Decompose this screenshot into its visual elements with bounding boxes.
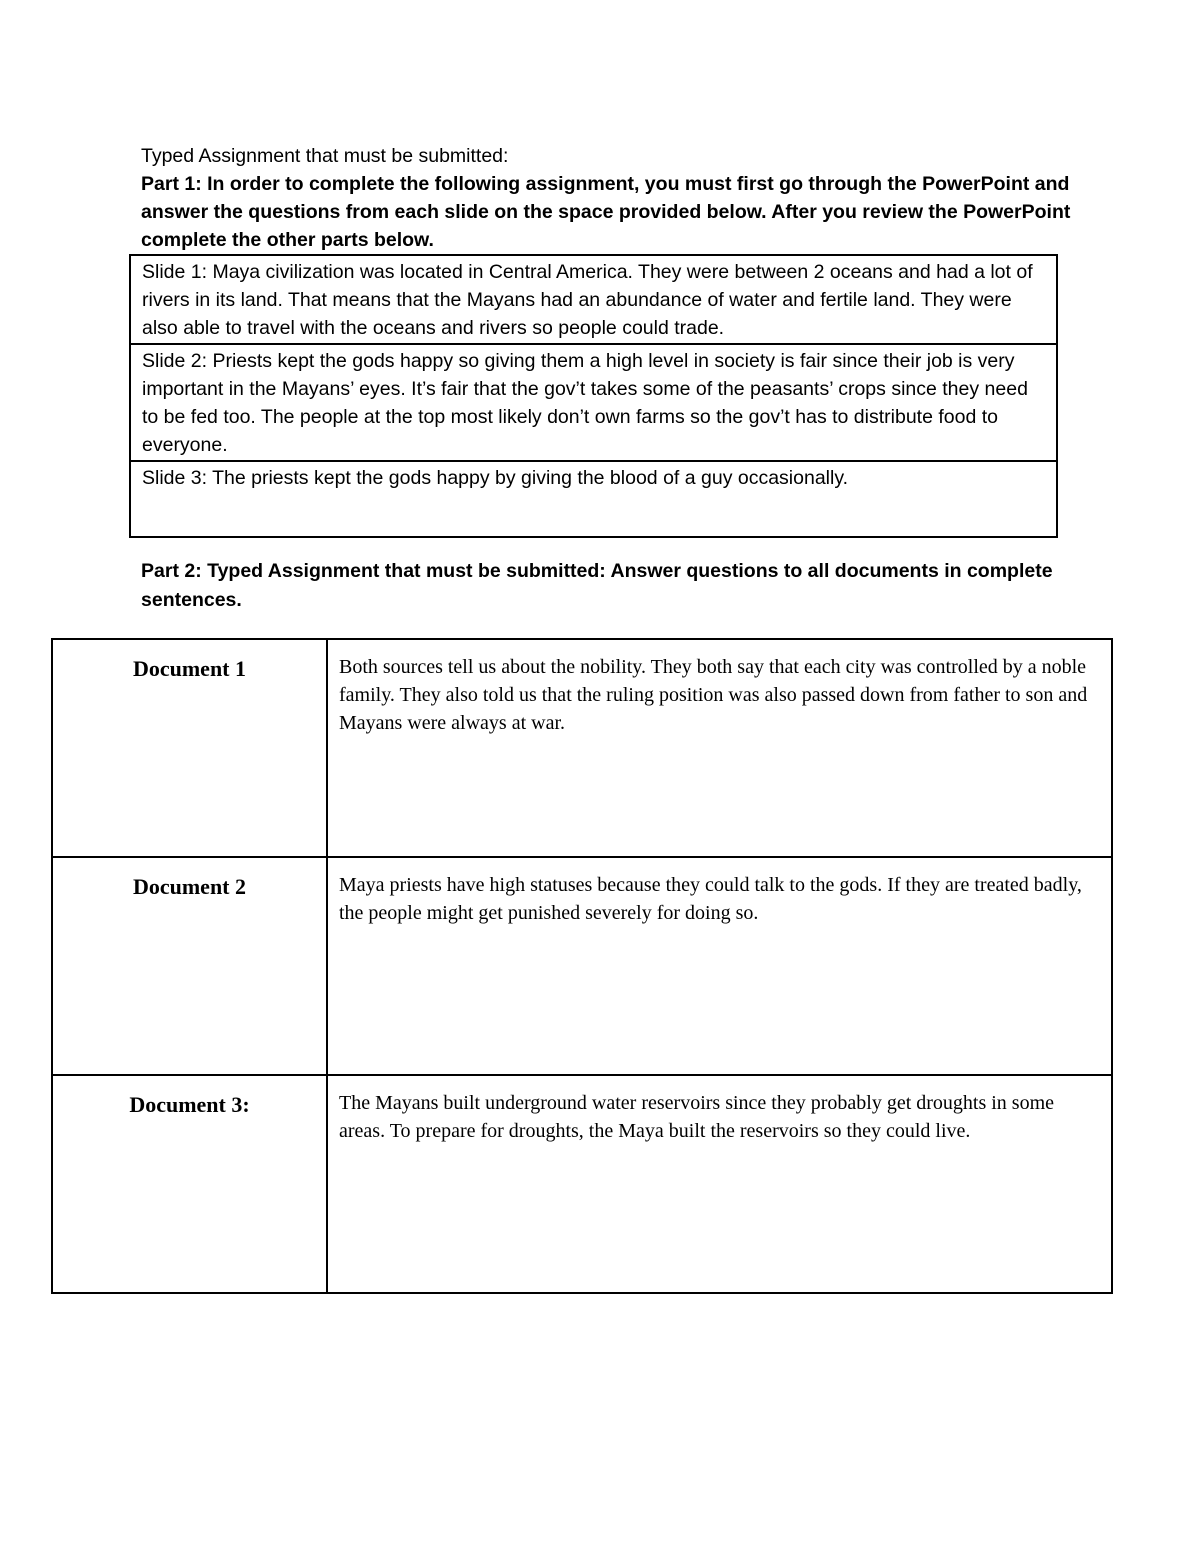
document-2-answer: Maya priests have high statuses because they could talk to the gods. If they are treated badly, the people might get punished severely for doing so. (327, 857, 1112, 1075)
document-1-label: Document 1 (52, 639, 327, 857)
table-row (52, 857, 1112, 1075)
part2-instructions: Part 2: Typed Assignment that must be submitted: Answer questions to all documents in complete sentences. (141, 560, 1053, 611)
slide-2-answer: Slide 2: Priests kept the gods happy so giving them a high level in society is fair since their job is very important in the Mayans’ eyes. It’s fair that the gov’t takes some of the peasants’ crops since they need to be fed too. The people at the top most likely don’t own farms so the gov’t has to distribute food to everyone. (131, 345, 1056, 462)
document-2-label: Document 2 (52, 857, 327, 1075)
document-3-answer: The Mayans built underground water reservoirs since they probably get droughts in some areas. To prepare for droughts, the Maya built the reservoirs so they could live. (327, 1075, 1112, 1293)
slides-answer-table (129, 254, 1058, 538)
table-row (52, 1075, 1112, 1293)
document-1-answer: Both sources tell us about the nobility. They both say that each city was controlled by a noble family. They also told us that the ruling position was also passed down from father to son and Mayans were always at war. (327, 639, 1112, 857)
table-row (52, 639, 1112, 857)
documents-table (51, 638, 1113, 1294)
assignment-heading: Typed Assignment that must be submitted: (141, 145, 509, 167)
part1-instructions: Part 1: In order to complete the following assignment, you must first go through the PowerPoint and answer the questions from each slide on the space provided below. After you review the PowerPoint complete the other parts below. (141, 173, 1071, 251)
document-3-label: Document 3: (52, 1075, 327, 1293)
slide-1-answer: Slide 1: Maya civilization was located in Central America. They were between 2 oceans and had a lot of rivers in its land. That means that the Mayans had an abundance of water and fertile land. They were also able to travel with the oceans and rivers so people could trade. (131, 256, 1056, 345)
slide-3-answer: Slide 3: The priests kept the gods happy by giving the blood of a guy occasionally. (142, 467, 849, 489)
assignment-intro (141, 142, 1071, 254)
